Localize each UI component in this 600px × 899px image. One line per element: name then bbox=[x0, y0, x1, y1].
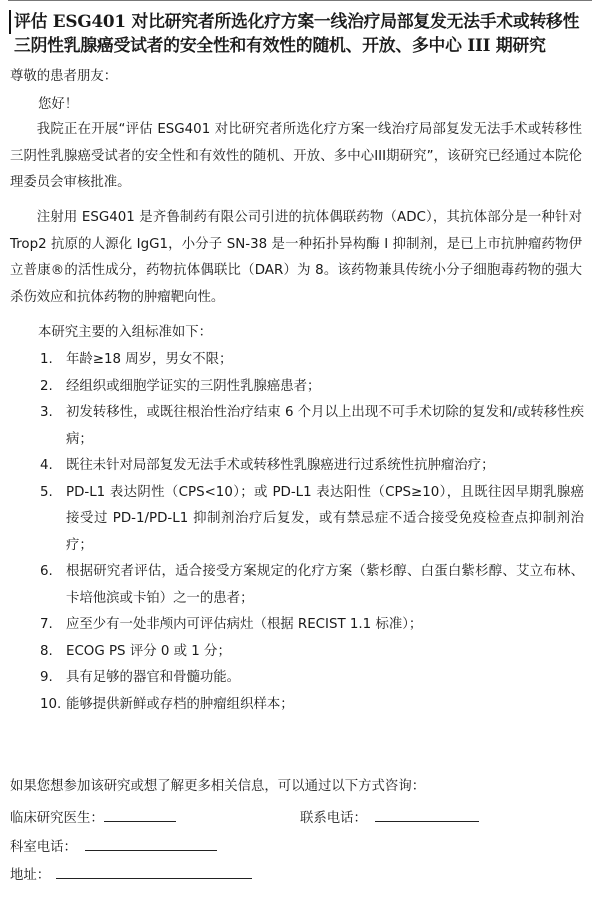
criteria-item bbox=[10, 692, 584, 719]
greeting: 您好！ bbox=[38, 97, 79, 112]
intro-paragraph: 我院正在开展“评估 ESG401 对比研究者所选化疗方案一线治疗局部复发无法手术或转移性三阴性乳腺癌受试者的安全性和有效性的随机、开放、多中心III期研究”，该研究已经通过本院伦理委员会审核批准。 bbox=[10, 122, 582, 190]
criteria-text: 初发转移性，或既往根治性治疗结束 6 个月以上出现不可手术切除的复发和/或转移性疾病； bbox=[66, 405, 584, 447]
doctor-blank-line bbox=[104, 807, 176, 822]
criteria-text: 能够提供新鲜或存档的肿瘤组织样本； bbox=[66, 696, 294, 712]
dept-phone-row bbox=[10, 836, 217, 856]
criteria-text: 应至少有一处非颅内可评估病灶（根据 RECIST 1.1 标准）； bbox=[66, 617, 423, 632]
doctor-label: 临床研究医生： bbox=[10, 811, 104, 826]
criteria-number: 7. bbox=[40, 617, 53, 632]
criteria-number: 5. bbox=[40, 484, 53, 500]
criteria-text: PD-L1 表达阴性（CPS<10）；或 PD-L1 表达阳性（CPS≥10），且既往因早期乳腺癌接受过 PD-1/PD-L1 抑制剂治疗后复发，或有禁忌症不适合接受免疫检查点抑制剂治疗； bbox=[66, 484, 584, 553]
criteria-number: 4. bbox=[40, 458, 53, 473]
criteria-number: 1. bbox=[40, 352, 53, 367]
contact-intro: 如果您想参加该研究或想了解更多相关信息，可以通过以下方式咨询： bbox=[10, 779, 426, 794]
criteria-text: 具有足够的器官和骨髓功能。 bbox=[66, 670, 241, 685]
criteria-intro: 本研究主要的入组标准如下： bbox=[38, 325, 213, 340]
criteria-item bbox=[10, 374, 584, 401]
address-label: 地址： bbox=[10, 868, 51, 883]
dept-phone-blank-line bbox=[85, 836, 217, 851]
phone-row bbox=[300, 807, 479, 827]
criteria-item bbox=[10, 665, 584, 692]
criteria-text: 根据研究者评估，适合接受方案规定的化疗方案（紫杉醇、白蛋白紫杉醇、艾立布林、卡培他滨或卡铂）之一的患者； bbox=[66, 564, 584, 606]
drug-paragraph: 注射用 ESG401 是齐鲁制药有限公司引进的抗体偶联药物（ADC），其抗体部分是一种针对 Trop2 抗原的人源化 IgG1，小分子 SN-38 是一种拓扑异构酶 I 抑制剂，是已上市抗肿瘤药物伊立普康®的活性成分，药物抗体偶联比（DAR）为 8。该药物兼具传统小分子细胞毒药物的强大杀伤效应和抗体药物的肿瘤靶向性。 bbox=[10, 210, 582, 305]
criteria-number: 9. bbox=[40, 670, 53, 685]
inclusion-criteria-list bbox=[10, 347, 584, 718]
page-top-border bbox=[8, 0, 592, 5]
criteria-item bbox=[10, 453, 584, 480]
criteria-number: 8. bbox=[40, 643, 53, 659]
address-blank-line bbox=[56, 864, 252, 879]
phone-blank-line bbox=[375, 807, 479, 822]
doctor-row bbox=[10, 807, 176, 827]
criteria-item bbox=[10, 347, 584, 374]
dept-phone-label: 科室电话： bbox=[10, 840, 77, 855]
criteria-text: 经组织或细胞学证实的三阴性乳腺癌患者； bbox=[66, 378, 321, 394]
document-title: 评估 ESG401 对比研究者所选化疗方案一线治疗局部复发无法手术或转移性三阴性乳腺癌受试者的安全性和有效性的随机、开放、多中心 III 期研究 bbox=[14, 11, 580, 55]
criteria-text: 年龄≥18 周岁，男女不限； bbox=[66, 352, 233, 367]
criteria-number: 6. bbox=[40, 564, 53, 579]
criteria-number: 3. bbox=[40, 405, 53, 420]
criteria-text: 既往未针对局部复发无法手术或转移性乳腺癌进行过系统性抗肿瘤治疗； bbox=[66, 458, 495, 473]
phone-label: 联系电话： bbox=[300, 811, 367, 826]
criteria-item bbox=[10, 400, 584, 453]
address-row bbox=[10, 864, 252, 884]
salutation: 尊敬的患者朋友： bbox=[10, 69, 118, 84]
criteria-number: 2. bbox=[40, 378, 53, 394]
criteria-item bbox=[10, 559, 584, 612]
criteria-text: ECOG PS 评分 0 或 1 分； bbox=[66, 643, 231, 659]
criteria-item bbox=[10, 480, 584, 560]
criteria-item bbox=[10, 612, 584, 639]
criteria-item bbox=[10, 639, 584, 666]
criteria-number: 10. bbox=[40, 696, 62, 712]
text-cursor bbox=[9, 10, 11, 34]
